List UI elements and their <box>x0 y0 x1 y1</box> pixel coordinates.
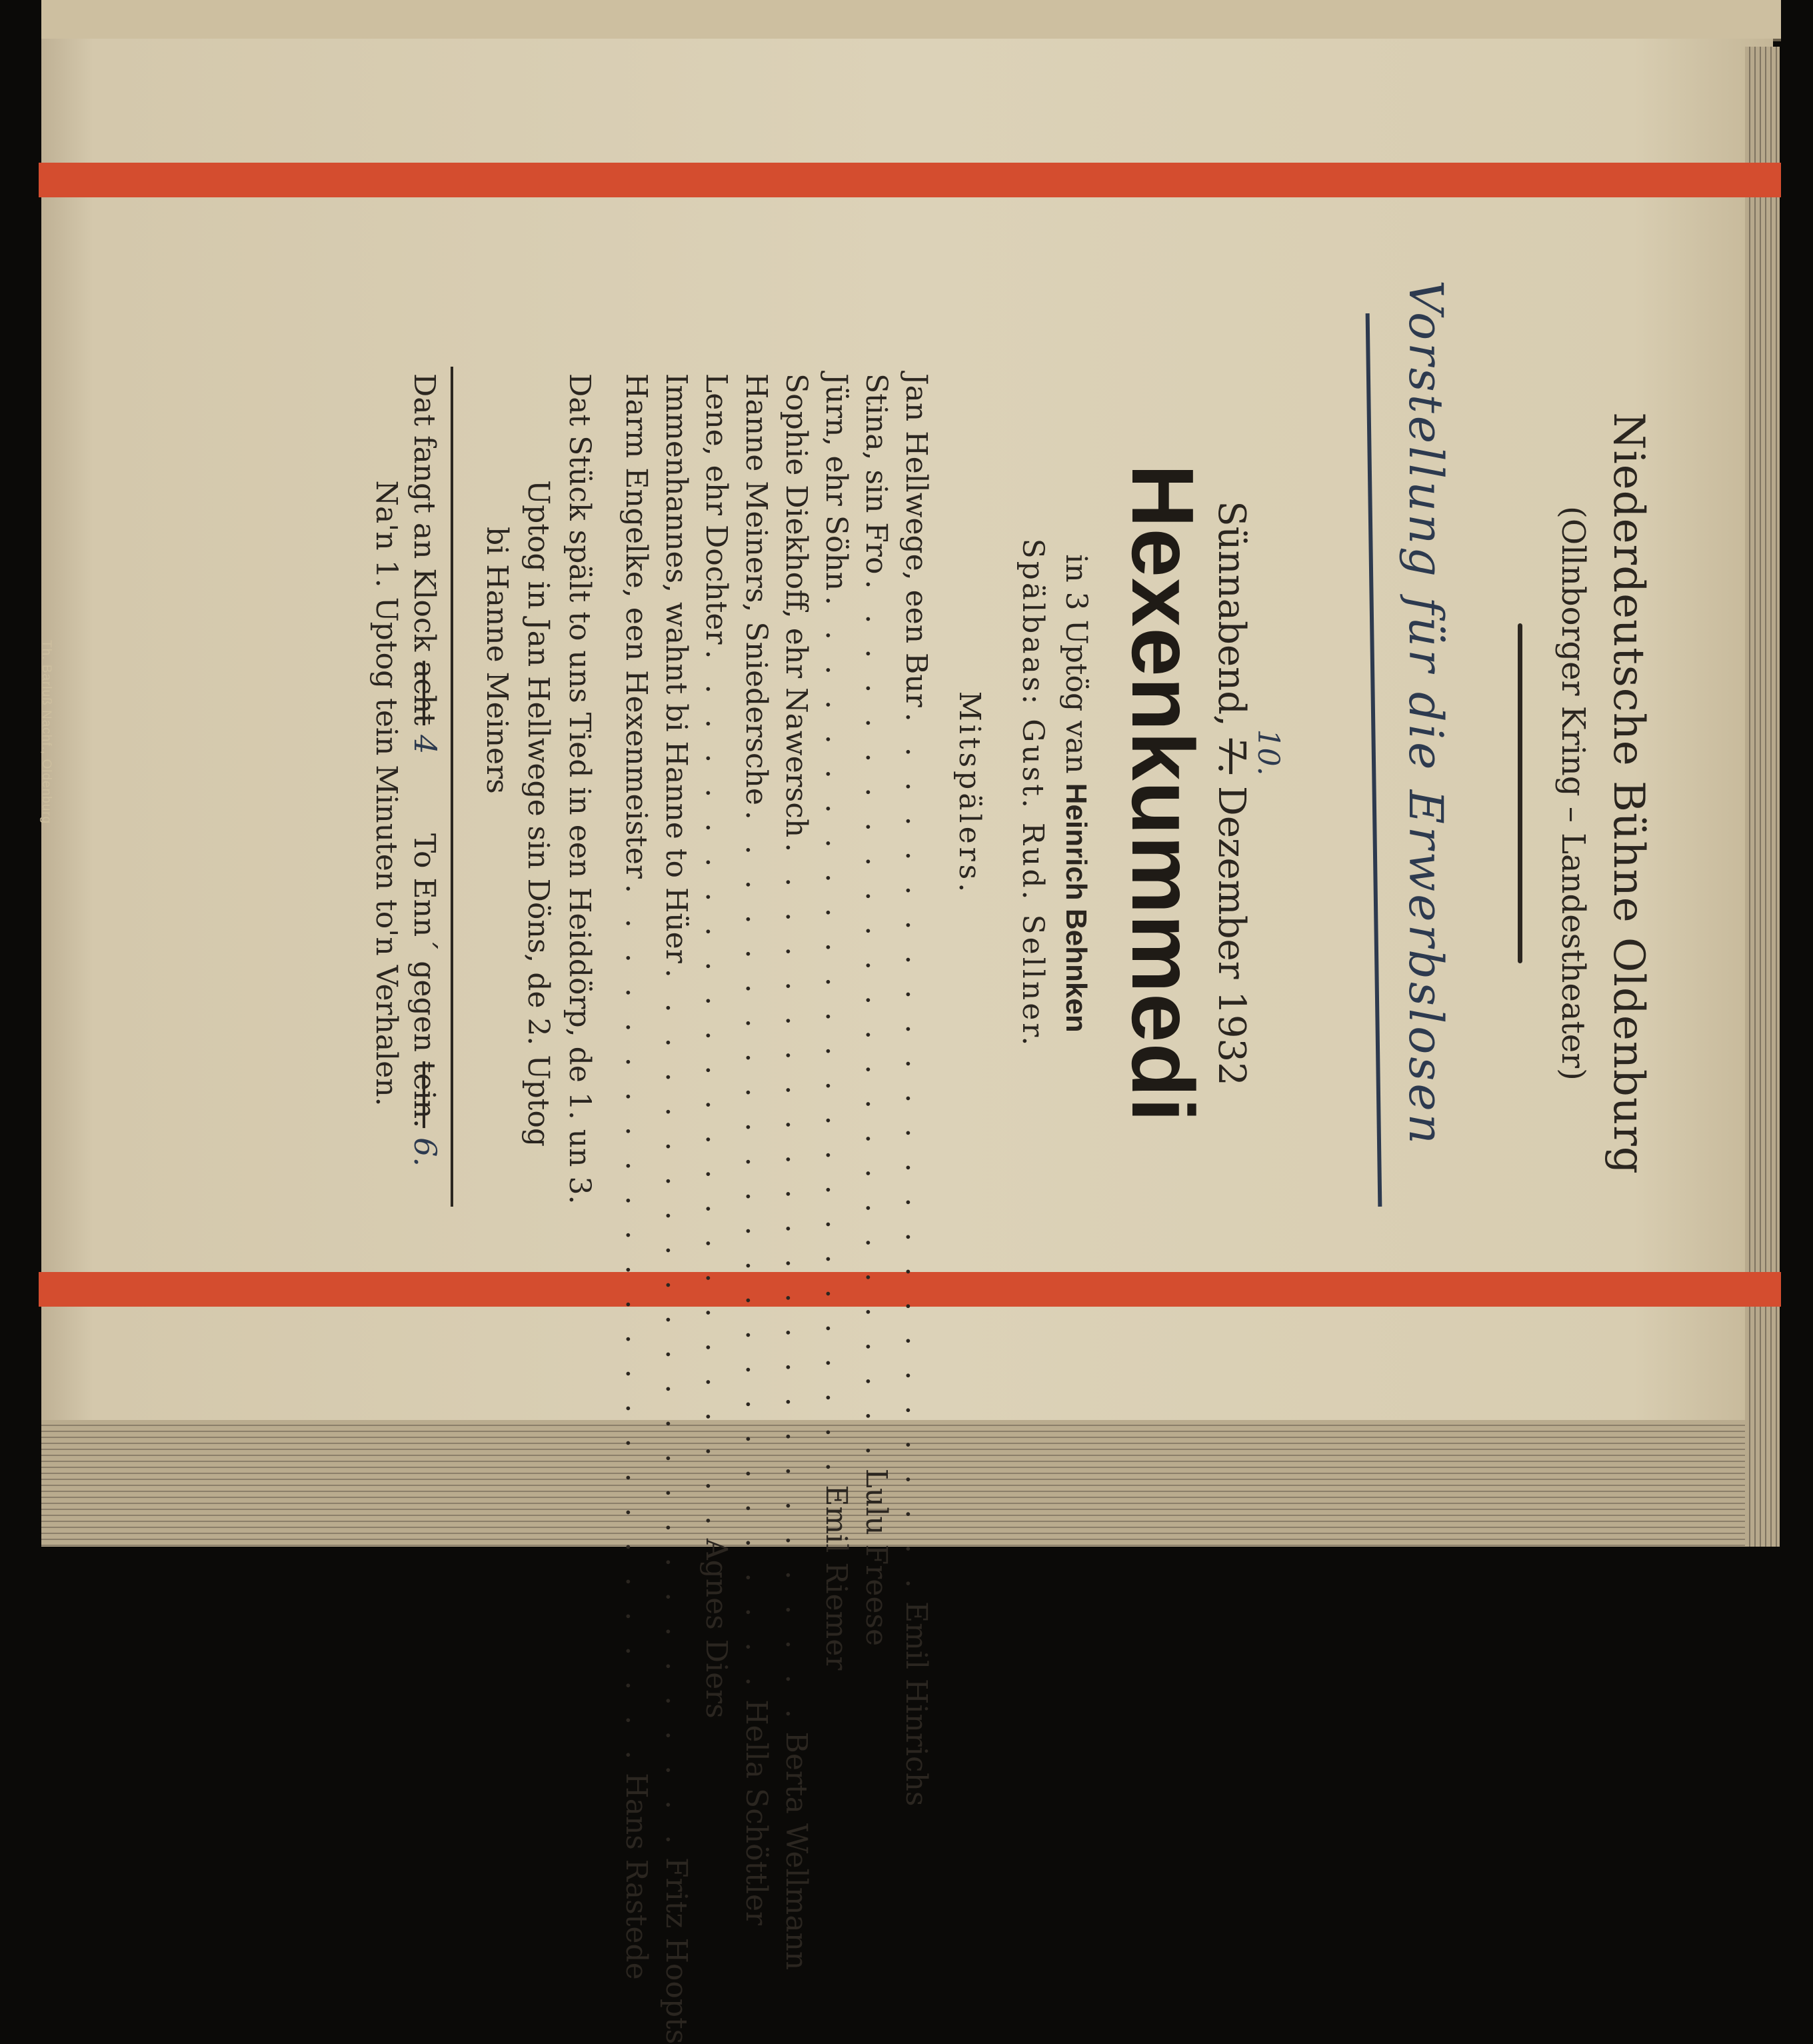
director-line: Spälbaas: Gust. Rud. Sellner. <box>1016 538 1050 1049</box>
cast-actor: Agnes Diers <box>699 1538 733 1719</box>
cast-list <box>613 373 933 2044</box>
date-weekday: Sünnabend, <box>1210 501 1253 727</box>
author-name: Heinrich Behnken <box>1060 783 1092 1033</box>
cast-row: Jan Hellwege, een Bur . . . . . . . . . . . . . . . . . . . . . . . . . . Emil Hinrichs <box>899 373 933 1807</box>
cast-role: Jürn, ehr Söhn <box>819 373 853 591</box>
cast-actor: Emil Hinrichs <box>899 1601 933 1807</box>
cast-role: Lene, ehr Dochter <box>699 373 733 645</box>
date-struck-day: 7. <box>1210 738 1253 775</box>
handwritten-note: Vorstellung für die Erwerbslosen <box>1398 280 1453 1147</box>
cast-row: Hanne Meiners, Sniedersche . . . . . . . . . . . . . . . . . . . . . . . . . . Hella Schöttler <box>739 373 773 1926</box>
cast-row: Sophie Diekhoff, ehr Nawersch . . . . . . . . . . . . . . . . . . . . . . . . . . Berta Wellmann <box>779 373 813 1971</box>
performance-date <box>1210 293 1285 1293</box>
end-handwritten: 6. <box>407 1137 443 1167</box>
cast-role: Harm Engelke, een Hexenmeister <box>619 373 653 879</box>
cast-actor: Hella Schöttler <box>739 1699 773 1926</box>
page-stack-right <box>1745 47 1780 1547</box>
cast-actor: Hans Rastede <box>619 1773 653 1980</box>
author-prefix: in 3 Uptög van <box>1059 554 1093 774</box>
cast-role: Hanne Meiners, Sniedersche <box>739 373 773 805</box>
footer-divider <box>451 367 453 1207</box>
theater-subtitle: (Ollnborger Kring – Landestheater) <box>1554 506 1592 1081</box>
title-divider <box>1518 623 1522 963</box>
setting-line-2: Uptog in Jan Hellwege sin Döns, de 2. Uptog <box>521 480 555 1147</box>
setting-note <box>476 373 600 1207</box>
date-day <box>1210 729 1285 786</box>
start-time-line <box>407 373 443 1207</box>
cast-actor: Lulu Freese <box>859 1468 893 1646</box>
start-handwritten: 4 <box>407 735 443 755</box>
program-content <box>369 280 1653 2044</box>
start-prefix: Dat fangt an Klock <box>407 373 441 652</box>
intermission-note: Na'n 1. Uptog tein Minuten to'n Verhalen. <box>369 480 403 1107</box>
end-struck: tein. <box>407 1061 441 1129</box>
cast-role: Sophie Diekhoff, ehr Nawersch <box>779 373 813 838</box>
date-handwritten-day: 10. <box>1251 729 1285 776</box>
setting-line-3: bi Hanne Meiners <box>480 527 514 794</box>
play-author-line <box>1059 293 1093 1293</box>
cast-row: Lene, ehr Dochter . . . . . . . . . . . . . . . . . . . . . . . . . . Agnes Diers <box>699 373 733 1719</box>
cast-heading: Mitspälers. <box>952 691 986 896</box>
cast-actor: Fritz Hoopts <box>659 1857 693 2044</box>
cast-row: Harm Engelke, een Hexenmeister . . . . . . . . . . . . . . . . . . . . . . . . . . Hans Rastede <box>619 373 653 1980</box>
setting-line-1: Dat Stück spält to uns Tied in een Heiddörp, de 1. un 3. <box>563 373 597 1205</box>
end-prefix: To Enn´ gegen <box>407 833 441 1052</box>
cast-actor: Berta Wellmann <box>779 1731 813 1971</box>
printer-imprint: Th. Barluß Nachf., Oldenburg <box>39 640 53 825</box>
cast-role: Stina, sin Fro <box>859 373 893 575</box>
cast-row: Stina, sin Fro . . . . . . . . . . . . . . . . . . . . . . . . . . Lulu Freese <box>859 373 893 1646</box>
red-stripe-top <box>39 163 1781 197</box>
cast-role: Immenhannes, wahnt bi Hanne to Hüer <box>659 373 693 963</box>
handwritten-underline <box>1366 313 1382 1207</box>
play-title: Hexenkummedi <box>1114 464 1212 1123</box>
cast-row: Immenhannes, wahnt bi Hanne to Hüer . . . . . . . . . . . . . . . . . . . . . . . . . . Fritz Hoopts <box>659 373 693 2044</box>
start-struck: acht <box>407 661 441 726</box>
cast-role: Jan Hellwege, een Bur <box>899 373 933 707</box>
cast-row: Jürn, ehr Söhn . . . . . . . . . . . . . . . . . . . . . . . . . . Emil Riemer <box>819 373 853 1671</box>
date-month-year: Dezember 1932 <box>1210 785 1253 1086</box>
previous-page-edge <box>41 0 1781 41</box>
theater-name: Niederdeutsche Bühne Oldenburg <box>1604 412 1653 1175</box>
end-time <box>407 833 443 1167</box>
cast-actor: Emil Riemer <box>819 1485 853 1671</box>
